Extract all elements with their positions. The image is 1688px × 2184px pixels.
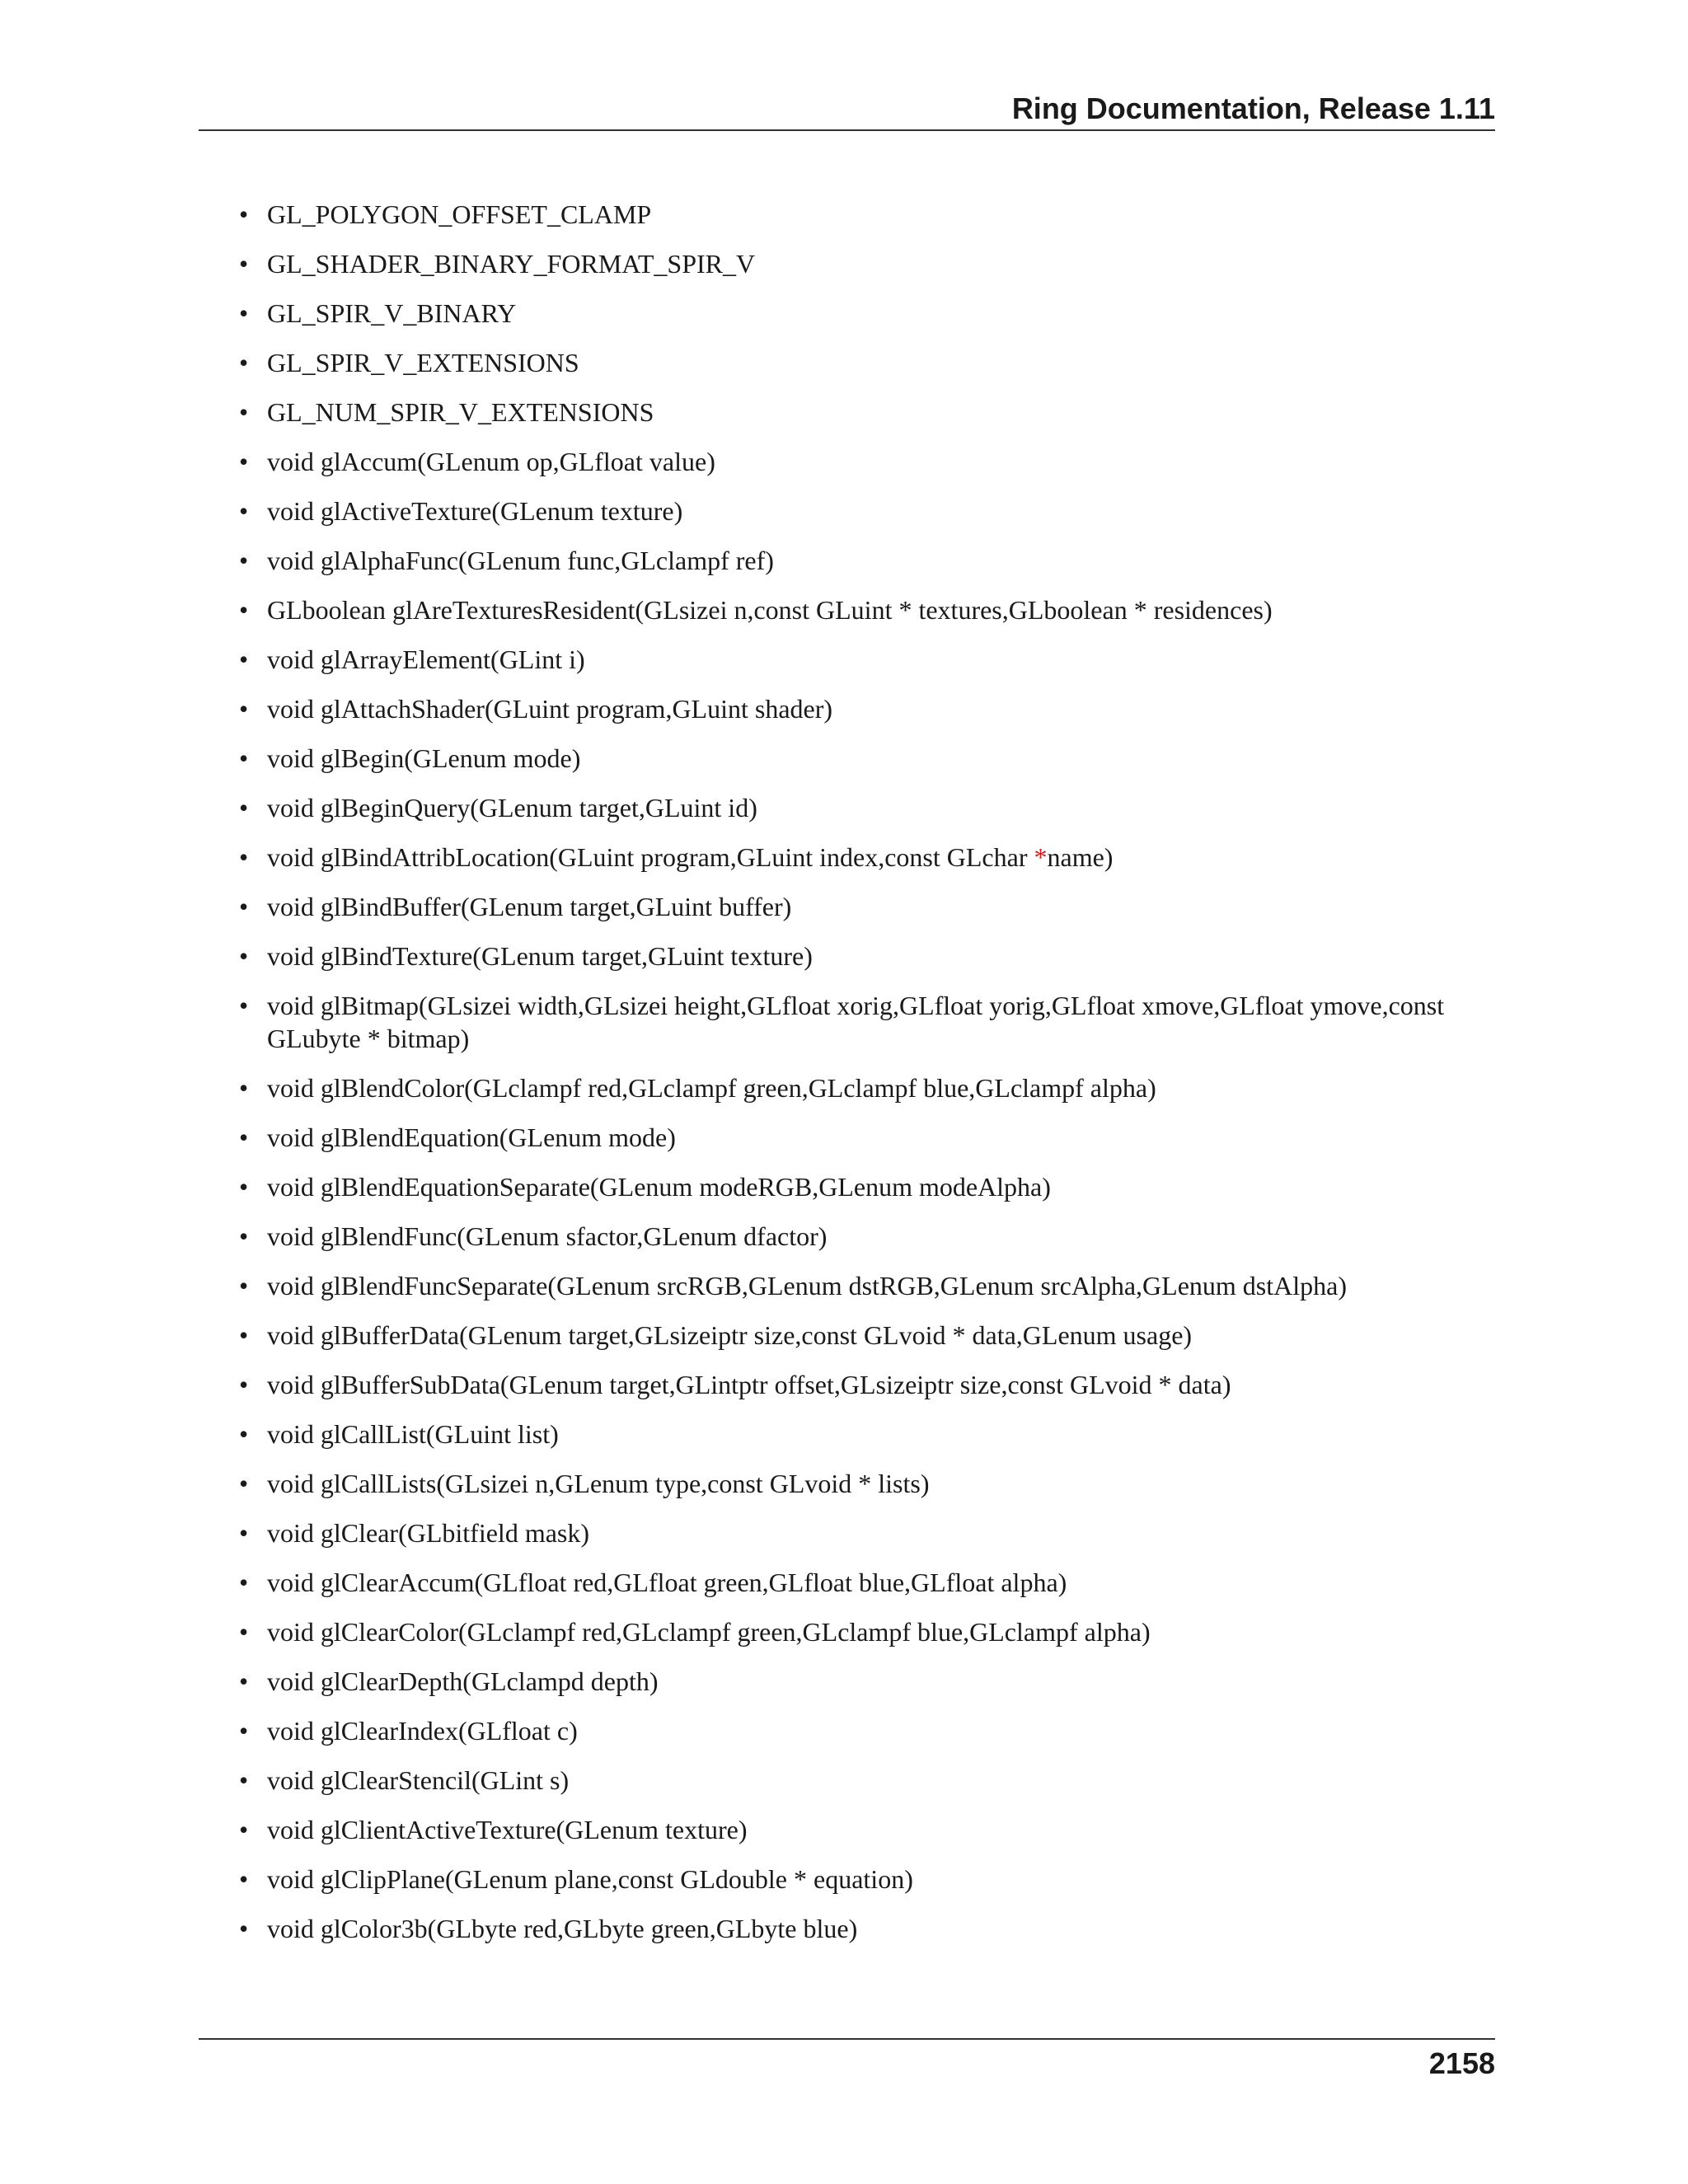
bullet-icon: • — [239, 249, 249, 279]
list-item — [239, 247, 1495, 280]
bullet-icon: • — [239, 1716, 249, 1746]
list-item-text: GLboolean glAreTexturesResident(GLsizei n,const GLuint * textures,GLboolean * residences) — [267, 595, 1273, 625]
list-item — [239, 1269, 1495, 1302]
list-item — [239, 692, 1495, 725]
bullet-icon: • — [239, 1666, 249, 1696]
list-item-text: void glBindBuffer(GLenum target,GLuint buffer) — [267, 892, 792, 921]
list-item — [239, 1516, 1495, 1549]
bullet-icon: • — [239, 1073, 249, 1103]
list-item — [239, 1121, 1495, 1154]
list-item-text: void glCallList(GLuint list) — [267, 1419, 559, 1449]
list-item-text: void glBegin(GLenum mode) — [267, 743, 581, 773]
bullet-icon: • — [239, 1370, 249, 1399]
bullet-icon: • — [239, 1271, 249, 1301]
bullet-icon: • — [239, 496, 249, 526]
list-item — [239, 1714, 1495, 1747]
bullet-icon: • — [239, 199, 249, 229]
bullet-icon: • — [239, 298, 249, 328]
list-item-text: void glBlendFuncSeparate(GLenum srcRGB,GLenum dstRGB,GLenum srcAlpha,GLenum dstAlpha) — [267, 1271, 1347, 1301]
list-item-text: void glBeginQuery(GLenum target,GLuint id) — [267, 793, 757, 823]
list-item — [239, 346, 1495, 379]
list-item-text: void glBlendColor(GLclampf red,GLclampf green,GLclampf blue,GLclampf alpha) — [267, 1073, 1156, 1103]
bullet-icon: • — [239, 892, 249, 921]
list-item — [239, 1071, 1495, 1104]
list-item-text: void glBlendEquationSeparate(GLenum modeRGB,GLenum modeAlpha) — [267, 1172, 1051, 1202]
list-item-text: void glBindAttribLocation(GLuint program,GLuint index,const GLchar *name) — [267, 842, 1114, 872]
function-list — [239, 198, 1495, 1961]
bullet-icon: • — [239, 397, 249, 427]
bullet-icon: • — [239, 644, 249, 674]
list-item-text: GL_NUM_SPIR_V_EXTENSIONS — [267, 397, 654, 427]
list-item — [239, 1813, 1495, 1846]
bullet-icon: • — [239, 1568, 249, 1597]
list-item-text: void glAttachShader(GLuint program,GLuint shader) — [267, 694, 833, 724]
list-item-text: void glAccum(GLenum op,GLfloat value) — [267, 447, 715, 476]
bullet-icon: • — [239, 1518, 249, 1548]
list-item-text: void glAlphaFunc(GLenum func,GLclampf ref) — [267, 546, 774, 575]
list-item — [239, 396, 1495, 429]
list-item-text: void glClearDepth(GLclampd depth) — [267, 1666, 659, 1696]
list-item-text: void glBitmap(GLsizei width,GLsizei height,GLfloat xorig,GLfloat yorig,GLfloat xmove,GLfloat ymove,const GLubyte * bitmap) — [267, 991, 1445, 1053]
list-item — [239, 1418, 1495, 1451]
bullet-icon: • — [239, 1172, 249, 1202]
list-item — [239, 1220, 1495, 1253]
list-item-text: GL_POLYGON_OFFSET_CLAMP — [267, 199, 652, 229]
list-item-text: void glArrayElement(GLint i) — [267, 644, 585, 674]
page-number: 2158 — [1428, 2046, 1495, 2080]
bullet-icon: • — [239, 694, 249, 724]
list-item — [239, 1912, 1495, 1945]
list-item — [239, 1319, 1495, 1352]
list-item — [239, 841, 1495, 874]
bullet-icon: • — [239, 595, 249, 625]
list-item — [239, 445, 1495, 478]
list-item — [239, 1665, 1495, 1698]
list-item-text: void glBindTexture(GLenum target,GLuint texture) — [267, 941, 813, 971]
list-item-text: void glColor3b(GLbyte red,GLbyte green,GLbyte blue) — [267, 1914, 858, 1943]
bullet-icon: • — [239, 991, 249, 1020]
bullet-icon: • — [239, 1815, 249, 1844]
bullet-icon: • — [239, 842, 249, 872]
bullet-icon: • — [239, 1617, 249, 1647]
list-item — [239, 890, 1495, 923]
list-item-text: void glCallLists(GLsizei n,GLenum type,const GLvoid * lists) — [267, 1469, 930, 1498]
list-item — [239, 1170, 1495, 1203]
list-item-text: void glClientActiveTexture(GLenum texture) — [267, 1815, 748, 1844]
list-item-text: GL_SPIR_V_EXTENSIONS — [267, 348, 579, 377]
list-item — [239, 1615, 1495, 1648]
list-item — [239, 742, 1495, 775]
bullet-icon: • — [239, 348, 249, 377]
bullet-icon: • — [239, 793, 249, 823]
list-item — [239, 940, 1495, 972]
bullet-icon: • — [239, 1320, 249, 1350]
list-item-text: void glClearStencil(GLint s) — [267, 1765, 570, 1795]
list-item — [239, 1467, 1495, 1500]
list-item — [239, 643, 1495, 676]
list-item-text: void glClearColor(GLclampf red,GLclampf green,GLclampf blue,GLclampf alpha) — [267, 1617, 1151, 1647]
header-divider — [199, 129, 1495, 131]
list-item — [239, 1863, 1495, 1896]
running-header: Ring Documentation, Release 1.11 — [1011, 91, 1495, 125]
list-item — [239, 1368, 1495, 1401]
list-item — [239, 989, 1495, 1055]
list-item-text: void glActiveTexture(GLenum texture) — [267, 496, 683, 526]
bullet-icon: • — [239, 1914, 249, 1943]
list-item — [239, 494, 1495, 527]
list-item-text: GL_SHADER_BINARY_FORMAT_SPIR_V — [267, 249, 756, 279]
bullet-icon: • — [239, 1469, 249, 1498]
list-item-text: void glClear(GLbitfield mask) — [267, 1518, 590, 1548]
pointer-asterisk: * — [1034, 842, 1048, 872]
bullet-icon: • — [239, 1864, 249, 1894]
list-item-text: void glBufferData(GLenum target,GLsizeiptr size,const GLvoid * data,GLenum usage) — [267, 1320, 1193, 1350]
bullet-icon: • — [239, 447, 249, 476]
bullet-icon: • — [239, 743, 249, 773]
bullet-icon: • — [239, 1221, 249, 1251]
list-item-text: void glClearIndex(GLfloat c) — [267, 1716, 578, 1746]
bullet-icon: • — [239, 1122, 249, 1152]
list-item-text: void glBlendEquation(GLenum mode) — [267, 1122, 676, 1152]
list-item — [239, 1764, 1495, 1797]
footer-divider — [199, 2038, 1495, 2040]
list-item — [239, 1566, 1495, 1599]
list-item-text: void glBufferSubData(GLenum target,GLintptr offset,GLsizeiptr size,const GLvoid * data) — [267, 1370, 1231, 1399]
list-item — [239, 544, 1495, 577]
list-item — [239, 297, 1495, 330]
list-item-text: void glClearAccum(GLfloat red,GLfloat green,GLfloat blue,GLfloat alpha) — [267, 1568, 1067, 1597]
bullet-icon: • — [239, 1419, 249, 1449]
list-item — [239, 593, 1495, 626]
list-item-text: void glClipPlane(GLenum plane,const GLdouble * equation) — [267, 1864, 913, 1894]
list-item-text: GL_SPIR_V_BINARY — [267, 298, 517, 328]
list-item — [239, 791, 1495, 824]
bullet-icon: • — [239, 1765, 249, 1795]
bullet-icon: • — [239, 941, 249, 971]
list-item-text: void glBlendFunc(GLenum sfactor,GLenum dfactor) — [267, 1221, 828, 1251]
bullet-icon: • — [239, 546, 249, 575]
list-item — [239, 198, 1495, 231]
